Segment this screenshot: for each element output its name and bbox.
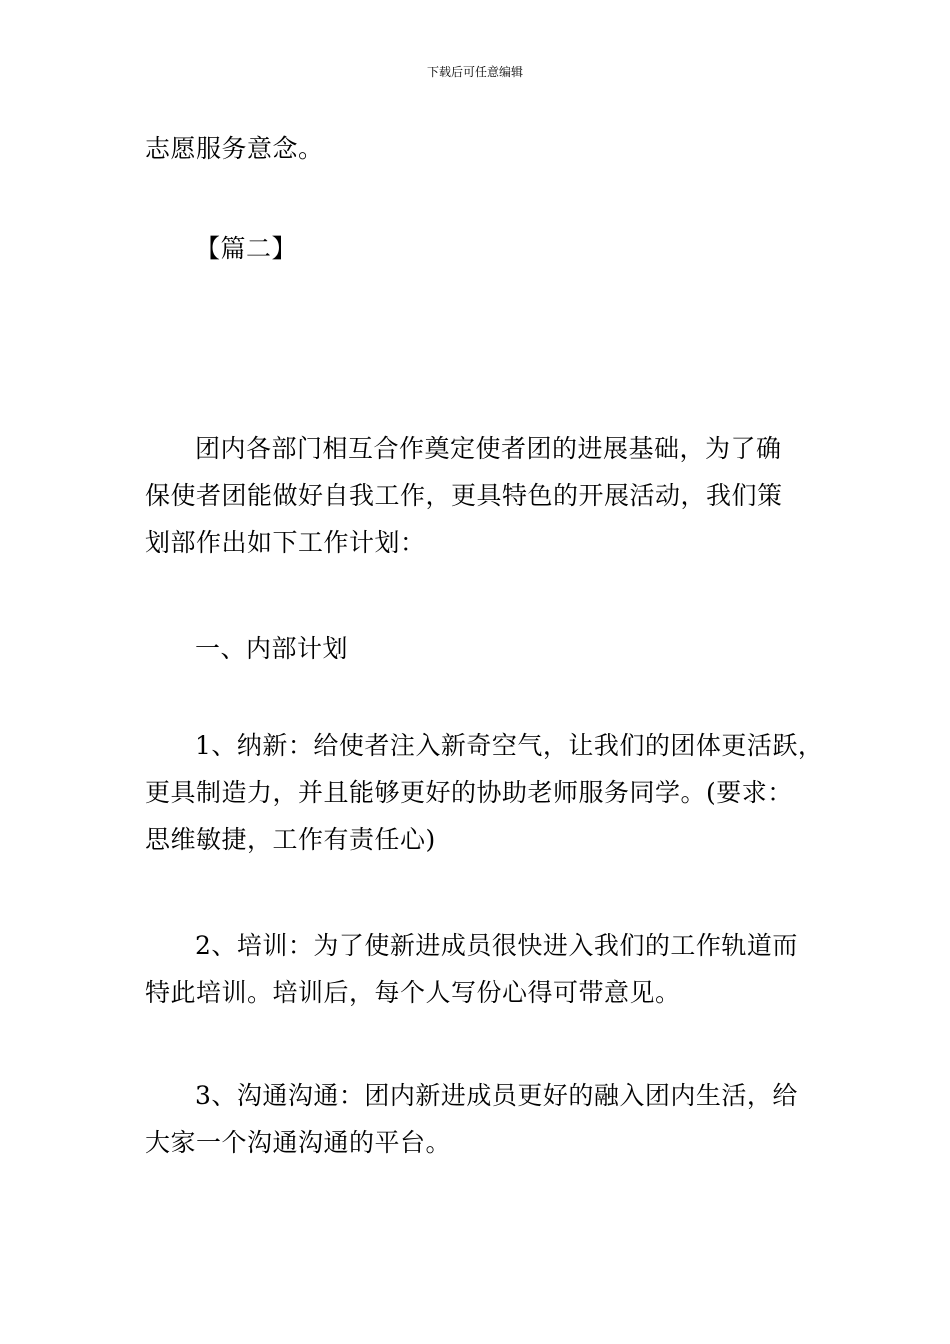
text-line: 2、培训：为了使新进成员很快进入我们的工作轨道而 [195, 931, 798, 960]
paragraph-intro [145, 425, 815, 566]
heading-internal-plan: 一、内部计划 [195, 634, 349, 663]
text-line: 保使者团能做好自我工作，更具特色的开展活动，我们策 [145, 481, 783, 510]
list-item-communication [145, 1072, 815, 1166]
text-line: 大家一个沟通沟通的平台。 [145, 1128, 452, 1157]
list-item-training [145, 922, 815, 1016]
text-line: 更具制造力，并且能够更好的协助老师服务同学。(要求： [145, 778, 793, 807]
text-line: 特此培训。培训后，每个人写份心得可带意见。 [145, 978, 681, 1007]
text-line: 团内各部门相互合作奠定使者团的进展基础，为了确 [195, 434, 782, 463]
page-header: 下载后可任意编辑 [426, 65, 523, 79]
text-line: 1、纳新：给使者注入新奇空气，让我们的团体更活跃， [195, 731, 824, 760]
text-line: 划部作出如下工作计划： [145, 528, 426, 557]
section-title: 【篇二】 [195, 234, 298, 263]
list-item-recruit [145, 722, 824, 863]
text-line: 思维敏捷，工作有责任心) [145, 825, 436, 854]
paragraph-continued [145, 125, 815, 172]
text-line: 志愿服务意念。 [145, 134, 324, 163]
text-line: 3、沟通沟通：团内新进成员更好的融入团内生活，给 [195, 1081, 798, 1110]
